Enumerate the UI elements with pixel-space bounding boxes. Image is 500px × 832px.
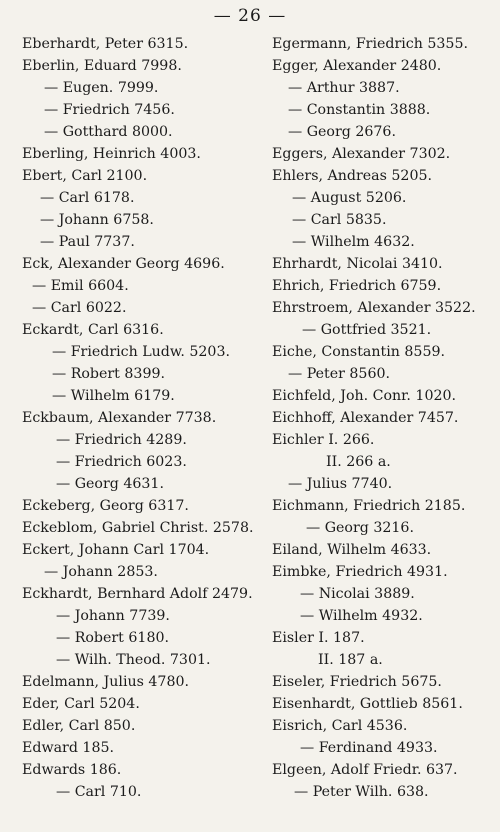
index-entry: Eimbke, Friedrich 4931. [272,564,448,580]
index-entry: — Julius 7740. [288,476,393,492]
index-entry: Eberling, Heinrich 4003. [22,146,201,162]
index-entry: Eck, Alexander Georg 4696. [22,256,225,272]
index-entry: Eiland, Wilhelm 4633. [272,542,432,558]
index-entry: — Emil 6604. [32,278,129,294]
index-entry: Eisrich, Carl 4536. [272,718,408,734]
index-entry: — Georg 2676. [288,124,396,140]
index-entry: Eisler I. 187. [272,630,365,646]
index-entry: — August 5206. [292,190,407,206]
index-entry: — Wilh. Theod. 7301. [56,652,211,668]
index-entry: — Johann 2853. [44,564,158,580]
index-entry: Eckhardt, Bernhard Adolf 2479. [22,586,253,602]
index-entry: Edwards 186. [22,762,122,778]
index-entry: — Constantin 3888. [288,102,431,118]
index-entry: Eckbaum, Alexander 7738. [22,410,217,426]
index-entry: — Robert 6180. [56,630,170,646]
index-entry: — Friedrich Ludw. 5203. [52,344,230,360]
index-entry: — Gottfried 3521. [302,322,432,338]
index-entry: — Wilhelm 4932. [300,608,423,624]
index-entry: Edelmann, Julius 4780. [22,674,190,690]
index-entry: Eichhoff, Alexander 7457. [272,410,459,426]
index-entry: Eckert, Johann Carl 1704. [22,542,210,558]
index-entry: — Eugen. 7999. [44,80,159,96]
index-entry: Edler, Carl 850. [22,718,136,734]
index-entry: — Friedrich 4289. [56,432,187,448]
index-entry: Eichfeld, Joh. Conr. 1020. [272,388,457,404]
index-entry: II. 266 a. [326,454,391,470]
index-entry: Eisenhardt, Gottlieb 8561. [272,696,463,712]
index-entry: Eichmann, Friedrich 2185. [272,498,466,514]
index-entry: Eckeberg, Georg 6317. [22,498,189,514]
index-entry: Elgeen, Adolf Friedr. 637. [272,762,458,778]
index-entry: — Wilhelm 6179. [52,388,175,404]
index-entry: — Friedrich 7456. [44,102,175,118]
index-entry: Egermann, Friedrich 5355. [272,36,468,52]
index-entry: Eckardt, Carl 6316. [22,322,164,338]
index-entry: — Paul 7737. [40,234,135,250]
index-entry: — Arthur 3887. [288,80,400,96]
index-entry: Ehlers, Andreas 5205. [272,168,433,184]
index-entry: Eiseler, Friedrich 5675. [272,674,442,690]
index-entry: Eiche, Constantin 8559. [272,344,446,360]
index-entry: — Nicolai 3889. [300,586,415,602]
index-entry: II. 187 a. [318,652,383,668]
index-entry: — Carl 6022. [32,300,127,316]
index-entry: Ehrich, Friedrich 6759. [272,278,442,294]
page-number: — 26 — [213,6,287,26]
index-entry: — Wilhelm 4632. [292,234,415,250]
index-entry: Ebert, Carl 2100. [22,168,148,184]
index-entry: Eberhardt, Peter 6315. [22,36,189,52]
index-entry: — Johann 6758. [40,212,154,228]
index-entry: Eder, Carl 5204. [22,696,140,712]
index-entry: Edward 185. [22,740,115,756]
index-entry: — Carl 710. [56,784,142,800]
index-entry: Eichler I. 266. [272,432,375,448]
index-entry: — Robert 8399. [52,366,166,382]
index-entry: — Gotthard 8000. [44,124,173,140]
index-entry: — Friedrich 6023. [56,454,187,470]
index-entry: Eckeblom, Gabriel Christ. 2578. [22,520,254,536]
index-entry: — Georg 4631. [56,476,164,492]
index-entry: — Peter 8560. [288,366,391,382]
index-entry: — Carl 6178. [40,190,135,206]
index-entry: Egger, Alexander 2480. [272,58,442,74]
index-entry: Eberlin, Eduard 7998. [22,58,182,74]
left-column [22,33,272,803]
index-entry: — Carl 5835. [292,212,387,228]
index-entry: — Johann 7739. [56,608,170,624]
index-entry: — Ferdinand 4933. [300,740,438,756]
index-entry: Ehrhardt, Nicolai 3410. [272,256,443,272]
index-entry: Ehrstroem, Alexander 3522. [272,300,476,316]
index-entry: — Georg 3216. [306,520,414,536]
right-column [272,33,496,803]
index-entry: — Peter Wilh. 638. [294,784,429,800]
index-entry: Eggers, Alexander 7302. [272,146,451,162]
